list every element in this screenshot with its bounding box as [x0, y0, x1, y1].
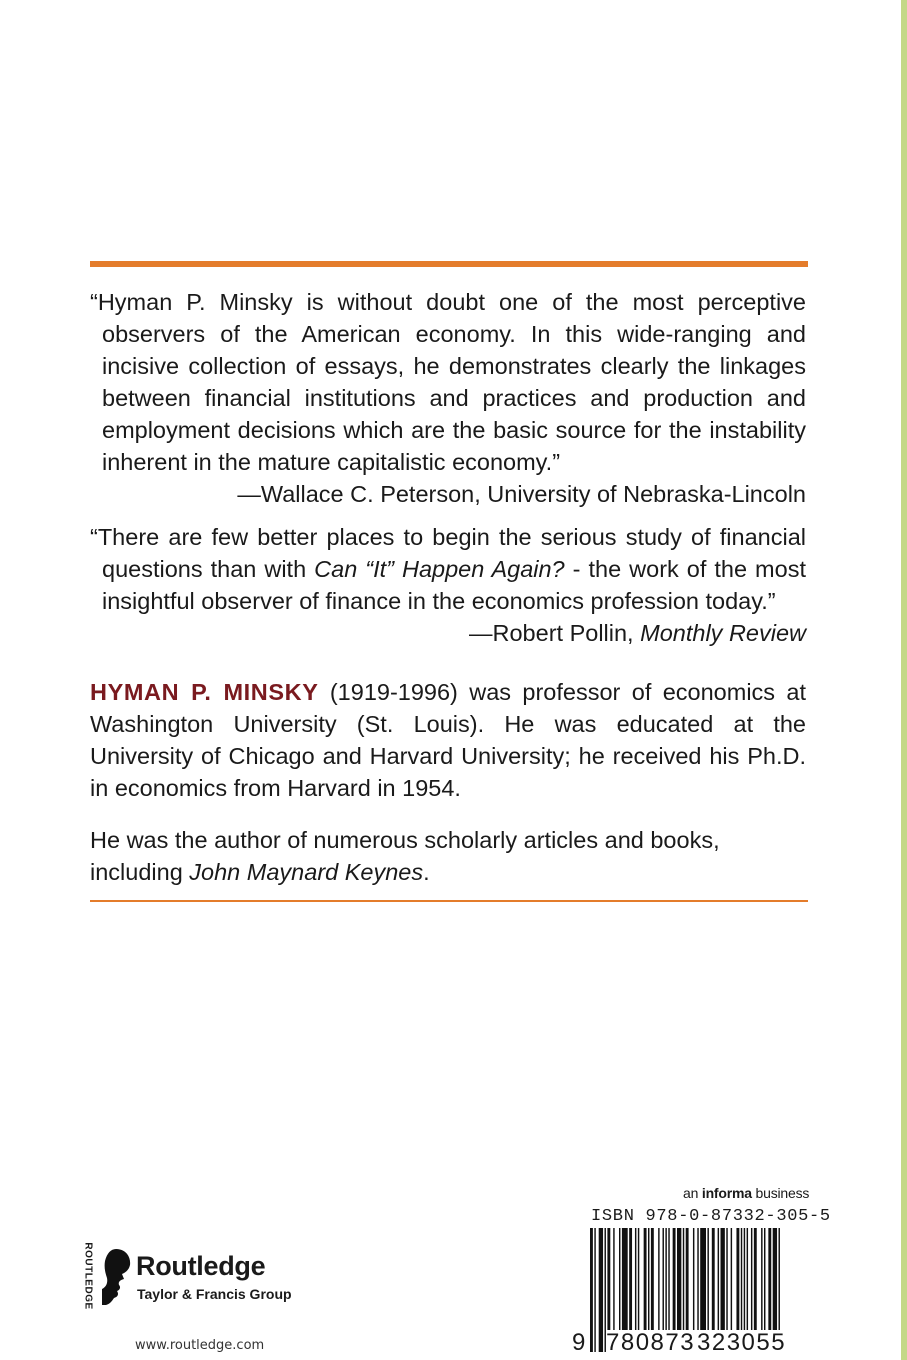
cover-edge-strip — [901, 0, 907, 1360]
book-title: Can “It” Happen Again? — [314, 556, 565, 582]
barcode-digits-left: 780873 — [606, 1329, 696, 1356]
review-quote-peterson — [90, 286, 806, 510]
publisher-name: Routledge — [136, 1251, 266, 1281]
quote-attribution: —Wallace C. Peterson, University of Nebraska-Lincoln — [237, 481, 806, 507]
author-name: HYMAN P. MINSKY — [90, 679, 319, 705]
informa-brand: informa — [701, 1185, 752, 1201]
routledge-logo — [80, 1242, 340, 1310]
barcode-digit-first: 9 — [572, 1329, 586, 1356]
source-title: Monthly Review — [640, 620, 806, 646]
isbn-text: ISBN 978-0-87332-305-5 — [591, 1207, 831, 1226]
bio-text: (1919-1996) was professor of economics at Washington University (St. Louis). He was educated at the University of Chicago and Harvard University; he received his Ph.D. in economics from Harvard in 1954. — [90, 679, 807, 801]
barcode-bar — [594, 1228, 595, 1352]
informa-tagline: an informa business — [683, 1185, 810, 1201]
logo-vertical-text: ROUTLEDGE — [82, 1242, 94, 1310]
author-bio — [90, 676, 806, 804]
review-quote-pollin — [90, 521, 806, 649]
quote-text: “Hyman P. Minsky is without doubt one of the most perceptive observers of the American economy. In this wide-ranging and incisive collection of essays, he demonstrates clearly the linkages between financial institutions and practices and production and employment decisions which are the basic source for the instability inherent in the mature capitalistic economy.” — [90, 289, 806, 475]
author-works: He was the author of numerous scholarly articles and books, including John Maynard Keynes. — [90, 827, 720, 885]
quote-attribution: —Robert Pollin, Monthly Review — [469, 620, 806, 646]
barcode-digits-right: 323055 — [697, 1329, 787, 1356]
publisher-url: www.routledge.com — [135, 1338, 265, 1353]
barcode-bar — [599, 1228, 603, 1352]
barcode-bar — [590, 1228, 593, 1352]
routledge-profile-icon — [102, 1249, 132, 1305]
bottom-orange-rule — [90, 900, 808, 902]
top-orange-rule — [90, 261, 808, 267]
quote-text: “There are few better places to begin the serious study of financial questions than with Can “It” Happen Again? - the work of the most insightful observer of finance in the economics profession today.” — [90, 524, 806, 614]
publisher-group: Taylor & Francis Group — [137, 1286, 292, 1302]
book-title: John Maynard Keynes — [189, 859, 424, 885]
